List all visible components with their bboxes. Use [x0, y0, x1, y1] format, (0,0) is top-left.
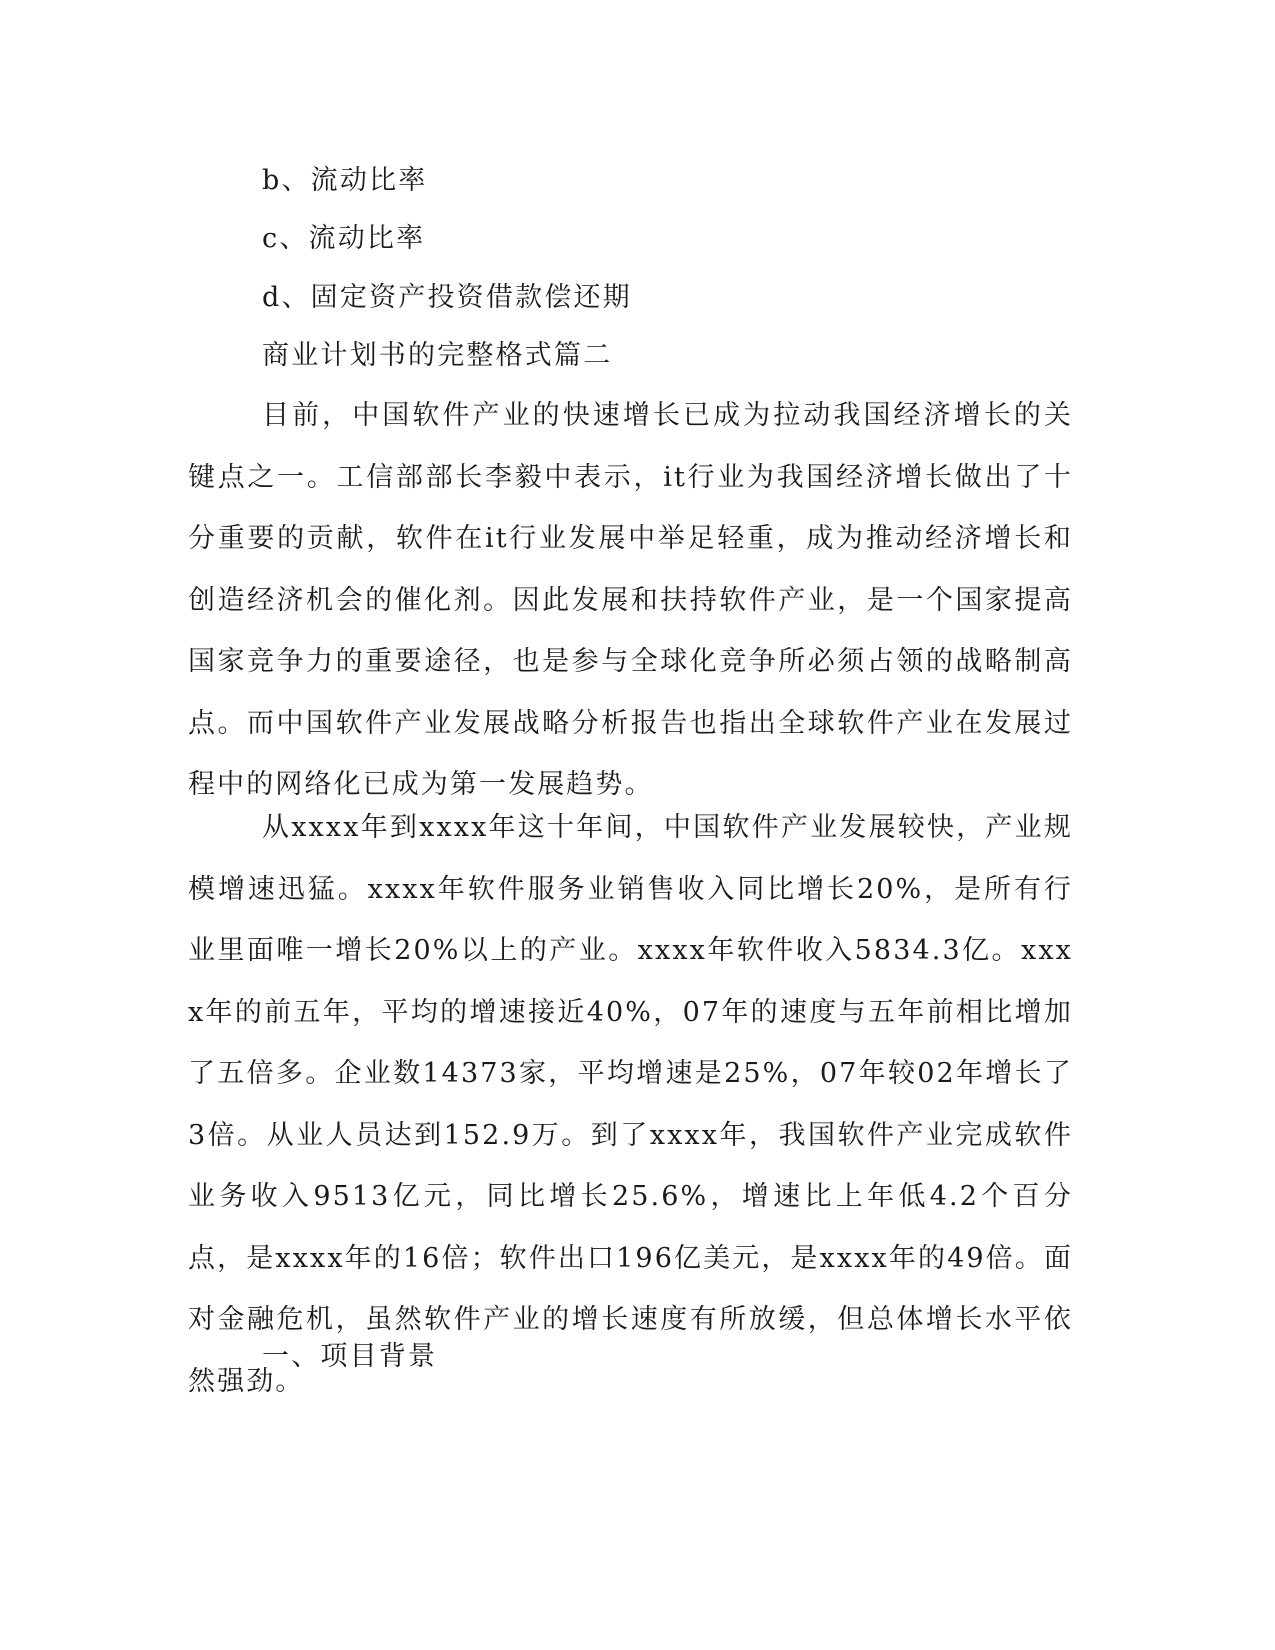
list-item-c: c、流动比率 [262, 223, 426, 254]
list-item-d: d、固定资产投资借款偿还期 [262, 282, 632, 313]
section-title: 商业计划书的完整格式篇二 [262, 340, 613, 371]
subheading-project-background: 一、项目背景 [262, 1341, 438, 1372]
paragraph-intro: 目前，中国软件产业的快速增长已成为拉动我国经济增长的关键点之一。工信部部长李毅中表示，it行业为我国经济增长做出了十分重要的贡献，软件在it行业发展中举足轻重，成为推动经济增长和创造经济机会的催化剂。因此发展和扶持软件产业，是一个国家提高国家竞争力的重要途径，也是参与全球化竞争所必须占领的战略制高点。而中国软件产业发展战略分析报告也指出全球软件产业在发展过程中的网络化已成为第一发展趋势。 [188, 400, 1073, 800]
list-item-b: b、流动比率 [262, 165, 428, 196]
paragraph-statistics: 从xxxx年到xxxx年这十年间，中国软件产业发展较快，产业规模增速迅猛。xxxx年软件服务业销售收入同比增长20%，是所有行业里面唯一增长20%以上的产业。xxxx年软件收入5834.3亿。xxxx年的前五年，平均的增速接近40%，07年的速度与五年前相比增加了五倍多。企业数14373家，平均增速是25%，07年较02年增长了3倍。从业人员达到152.9万。到了xxxx年，我国软件产业完成软件业务收入9513亿元，同比增长25.6%，增速比上年低4.2个百分点，是xxxx年的16倍；软件出口196亿美元，是xxxx年的49倍。面对金融危机，虽然软件产业的增长速度有所放缓，但总体增长水平依然强劲。 [188, 812, 1073, 1397]
